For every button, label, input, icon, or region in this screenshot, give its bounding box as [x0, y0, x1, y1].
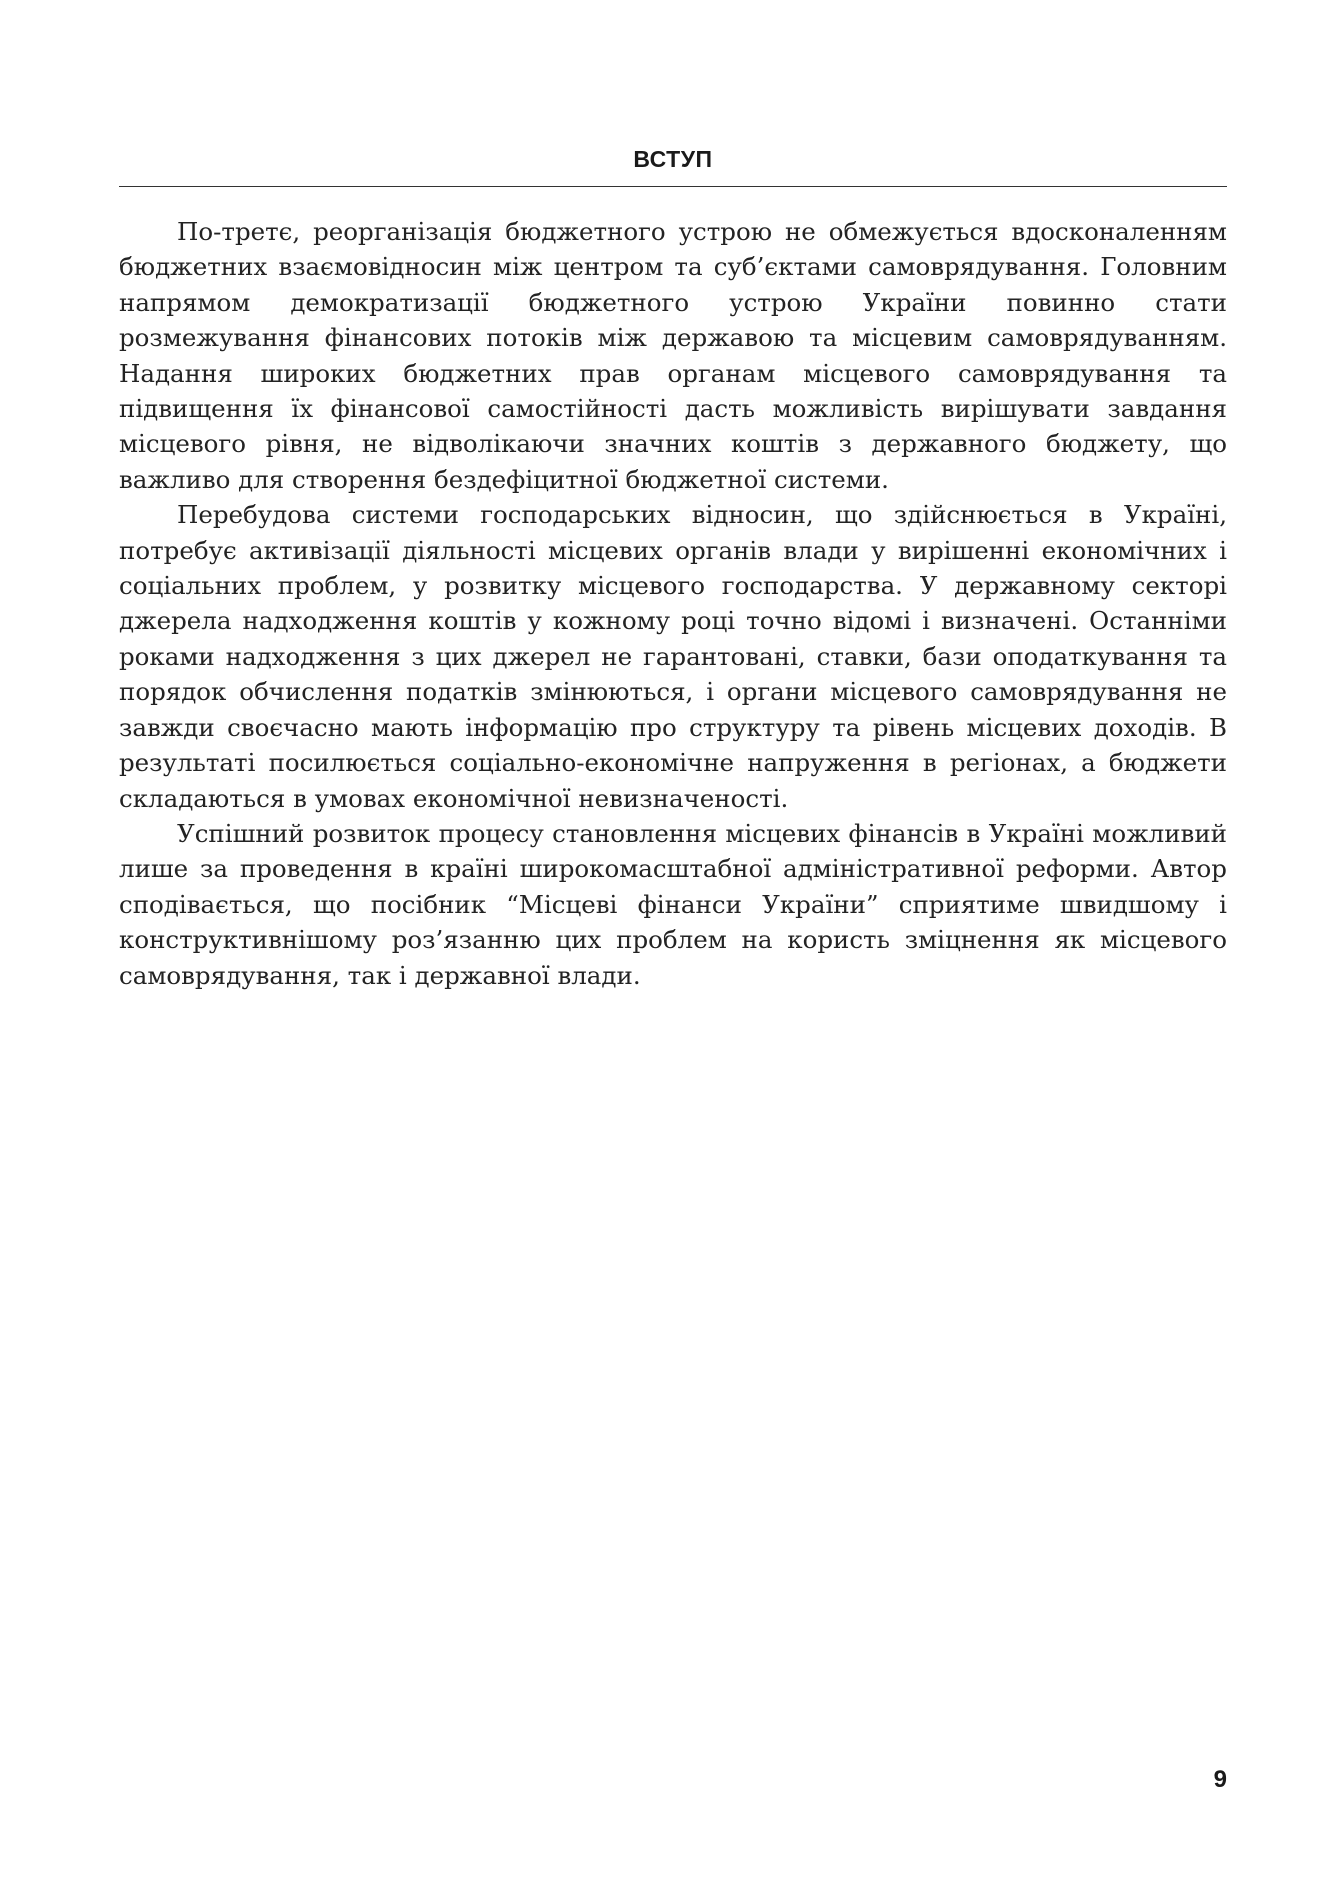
running-header — [119, 146, 1227, 187]
paragraph-2: Перебудова системи господарських відносин, що здійснюється в Україні, потребує активізації діяльності місцевих органів влади у вирішенні економічних і соціальних проблем, у розвитку місцевого господарства. У державному секторі джерела надходження коштів у кожному році точно відомі і визначені. Останніми роками надходження з цих джерел не гарантовані, ставки, бази оподаткування та порядок обчислення податків змінюються, і органи місцевого самоврядування не завжди своєчасно мають інформацію про структуру та рівень місцевих доходів. В результаті посилюється соціально-економічне напруження в регіонах, а бюджети складаються в умовах економічної невизначеності. — [119, 500, 1227, 813]
paragraph-3: Успішний розвиток процесу становлення місцевих фінансів в Україні можливий лише за проведення в країні широкомасштабної адміністративної реформи. Автор сподівається, що посібник “Місцеві фінанси України” сприятиме швидшому і конструктивнішому роз’язанню цих проблем на користь зміцнення як місцевого самоврядування, так і державної влади. — [119, 818, 1227, 990]
page-number: 9 — [1213, 1766, 1227, 1793]
section-title: ВСТУП — [633, 146, 713, 172]
paragraph-1: По-третє, реорганізація бюджетного устрою не обмежується вдосконаленням бюджетних взаємовідносин між центром та суб’єктами самоврядування. Головним напрямом демократизації бюджетного устрою України повинно стати розмежування фінансових потоків між державою та місцевим самоврядуванням. Надання широких бюджетних прав органам місцевого самоврядування та підвищення їх фінансової самостійності дасть можливість вирішувати завдання місцевого рівня, не відволікаючи значних коштів з державного бюджету, що важливо для створення бездефіцитної бюджетної системи. — [119, 217, 1227, 494]
body-text — [119, 214, 1227, 993]
